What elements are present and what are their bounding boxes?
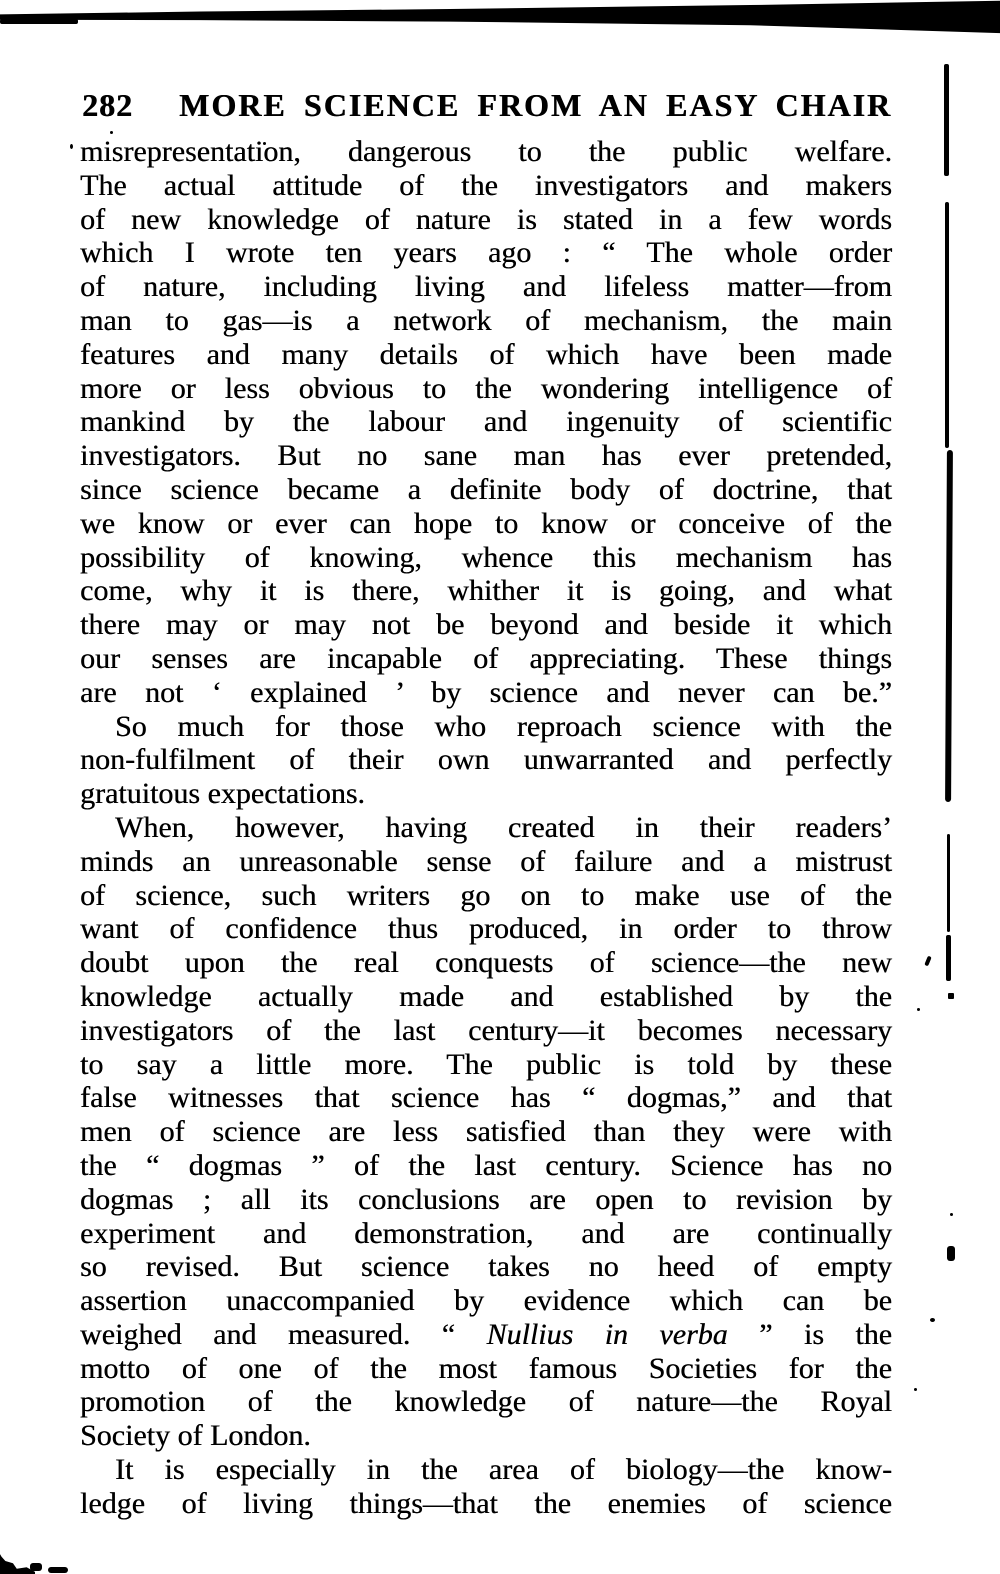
- text-line: minds an unreasonable sense of failure and a mistrust: [80, 844, 892, 878]
- text-line: assertion unaccompanied by evidence which can be: [80, 1284, 892, 1318]
- text-line: our senses are incapable of appreciating. These things: [80, 641, 892, 675]
- text-line: misrepresentation, dangerous to the public welfare.: [80, 135, 892, 168]
- scan-artifact-bottom-left-blob: [0, 1549, 35, 1574]
- text-line: motto of one of the most famous Societies for the: [80, 1351, 892, 1385]
- text-segment: weighed and measured. “: [80, 1317, 487, 1351]
- text-line: dogmas ; all its conclusions are open to revision by: [80, 1182, 892, 1216]
- scan-artifact-speck: [110, 131, 113, 134]
- scan-artifact-right-line-3: [945, 450, 953, 802]
- text-line: knowledge actually made and established by the: [80, 979, 892, 1013]
- text-line: more or less obvious to the wondering intelligence of: [80, 371, 892, 405]
- scan-artifact-right-line-1: [944, 64, 949, 176]
- running-header: [82, 88, 892, 122]
- text-line: to say a little more. The public is told by these: [80, 1047, 892, 1081]
- text-line: When, however, having created in their readers’: [115, 810, 892, 844]
- latin-motto: Nullius in verba: [486, 1317, 728, 1351]
- text-line: features and many details of which have been made: [80, 337, 892, 371]
- text-line: promotion of the knowledge of nature—the Royal: [80, 1385, 892, 1419]
- text-line: are not ‘ explained ’ by science and never can be.”: [80, 675, 892, 709]
- scan-artifact-speck: [914, 1388, 917, 1391]
- text-line: since science became a definite body of doctrine, that: [80, 472, 892, 506]
- scan-artifact-top-bar: [0, 0, 1000, 36]
- text-line: of new knowledge of nature is stated in a few words: [80, 202, 892, 236]
- page-text: [80, 135, 892, 1521]
- text-line: gratuitous expectations.: [80, 777, 365, 811]
- scan-artifact-speck: [48, 1567, 68, 1573]
- scan-artifact-speck: [948, 993, 954, 999]
- text-line: investigators of the last century—it becomes necessary: [80, 1013, 892, 1047]
- text-line: want of confidence thus produced, in order to throw: [80, 912, 892, 946]
- scan-artifact-speck: [917, 1008, 920, 1011]
- text-line: It is especially in the area of biology—the know-: [115, 1453, 892, 1487]
- text-line: investigators. But no sane man has ever pretended,: [80, 439, 892, 473]
- text-segment: ” is the: [727, 1317, 892, 1351]
- scan-artifact-speck: [950, 1213, 953, 1216]
- text-line: possibility of knowing, whence this mechanism has: [80, 540, 892, 574]
- scan-artifact-speck: [70, 144, 73, 149]
- text-line: of science, such writers go on to make use of the: [80, 878, 892, 912]
- text-line: The actual attitude of the investigators and makers: [80, 168, 892, 202]
- text-line: which I wrote ten years ago : “ The whole order: [80, 236, 892, 270]
- text-line: [80, 1318, 892, 1352]
- text-line: men of science are less satisfied than they were with: [80, 1115, 892, 1149]
- text-line: of nature, including living and lifeless matter—from: [80, 270, 892, 304]
- text-line: we know or ever can hope to know or conceive of the: [80, 506, 892, 540]
- text-line: Society of London.: [80, 1419, 311, 1453]
- text-line: ledge of living things—that the enemies of science: [80, 1486, 892, 1520]
- text-line: so revised. But science takes no heed of empty: [80, 1250, 892, 1284]
- text-line: false witnesses that science has “ dogmas,” and that: [80, 1081, 892, 1115]
- text-line: non-fulfilment of their own unwarranted and perfectly: [80, 743, 892, 777]
- page-number: 282: [82, 87, 133, 123]
- scan-artifact-right-line-5: [946, 935, 951, 981]
- scan-artifact-speck: [947, 1246, 955, 1261]
- text-line: come, why it is there, whither it is going, and what: [80, 574, 892, 608]
- text-line: there may or may not be beyond and beside it which: [80, 608, 892, 642]
- scan-artifact-speck: [924, 956, 931, 967]
- scan-artifact-speck: [930, 1318, 935, 1322]
- text-line: man to gas—is a network of mechanism, the main: [80, 303, 892, 337]
- scan-artifact-right-line-4: [947, 834, 950, 932]
- scan-artifact-top-speck: [0, 19, 78, 24]
- text-line: the “ dogmas ” of the last century. Science has no: [80, 1148, 892, 1182]
- text-line: experiment and demonstration, and are continually: [80, 1216, 892, 1250]
- running-title: MORE SCIENCE FROM AN EASY CHAIR: [179, 87, 892, 123]
- text-line: So much for those who reproach science with the: [115, 709, 892, 743]
- text-line: doubt upon the real conquests of science—the new: [80, 946, 892, 980]
- text-line: mankind by the labour and ingenuity of scientific: [80, 405, 892, 439]
- scan-artifact-speck: [30, 1563, 42, 1571]
- scan-artifact-right-line-2: [945, 202, 949, 448]
